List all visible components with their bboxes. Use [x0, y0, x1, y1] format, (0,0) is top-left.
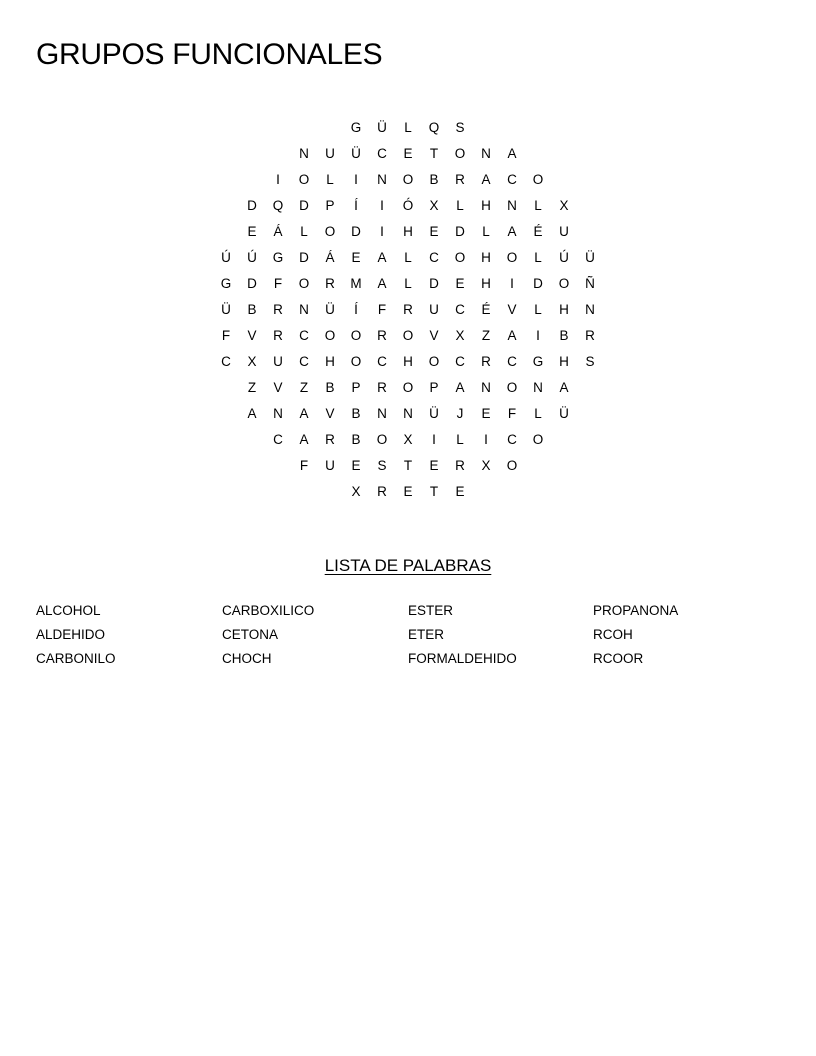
grid-cell: N	[481, 146, 491, 161]
grid-cell: Ü	[325, 302, 335, 317]
grid-cell: R	[585, 328, 595, 343]
grid-cell	[239, 427, 265, 453]
grid-cell	[551, 115, 577, 141]
grid-cell: Á	[273, 224, 283, 239]
word-list-column	[408, 599, 588, 671]
grid-cell: I	[354, 172, 358, 187]
grid-cell: Z	[247, 380, 257, 395]
grid-row	[213, 427, 603, 453]
grid-cell: F	[299, 458, 309, 473]
grid-cell: L	[534, 198, 542, 213]
grid-cell: P	[351, 380, 361, 395]
grid-cell: E	[247, 224, 257, 239]
grid-cell: O	[454, 250, 466, 265]
grid-cell: L	[534, 302, 542, 317]
grid-cell: R	[377, 380, 387, 395]
grid-cell: U	[559, 224, 569, 239]
grid-cell: O	[506, 458, 518, 473]
word-list-item: PROPANONA	[593, 603, 679, 618]
grid-cell	[213, 141, 239, 167]
grid-cell: A	[507, 146, 517, 161]
grid-cell: E	[455, 484, 465, 499]
grid-cell: R	[377, 328, 387, 343]
grid-cell: Ü	[221, 302, 231, 317]
grid-cell: L	[404, 276, 412, 291]
grid-cell: B	[351, 432, 361, 447]
grid-row	[213, 219, 603, 245]
grid-cell	[551, 427, 577, 453]
grid-cell: C	[299, 328, 309, 343]
grid-row	[213, 323, 603, 349]
grid-cell: D	[299, 198, 309, 213]
grid-cell	[213, 193, 239, 219]
grid-row	[213, 375, 603, 401]
word-list-item: CARBOXILICO	[222, 603, 315, 618]
grid-cell: Ú	[559, 250, 569, 265]
grid-cell: L	[482, 224, 490, 239]
word-list-item: CHOCH	[222, 651, 272, 666]
grid-cell	[213, 219, 239, 245]
grid-cell: E	[403, 146, 413, 161]
grid-cell	[577, 427, 603, 453]
grid-cell: H	[559, 302, 569, 317]
grid-cell: A	[559, 380, 569, 395]
word-list-column	[36, 599, 216, 671]
grid-cell: E	[429, 458, 439, 473]
grid-cell: C	[221, 354, 231, 369]
grid-cell: C	[507, 172, 517, 187]
grid-cell: D	[299, 250, 309, 265]
grid-cell	[577, 375, 603, 401]
grid-cell: Ü	[377, 120, 387, 135]
grid-row	[213, 115, 603, 141]
grid-row	[213, 193, 603, 219]
grid-cell: Q	[428, 120, 440, 135]
grid-cell	[213, 453, 239, 479]
word-search-grid	[213, 115, 603, 505]
grid-cell: X	[403, 432, 413, 447]
grid-cell	[265, 453, 291, 479]
grid-cell: Á	[325, 250, 335, 265]
grid-cell: N	[377, 172, 387, 187]
grid-cell: C	[507, 354, 517, 369]
grid-cell: X	[481, 458, 491, 473]
grid-cell: R	[481, 354, 491, 369]
grid-row	[213, 349, 603, 375]
grid-cell: A	[247, 406, 257, 421]
grid-row	[213, 401, 603, 427]
grid-cell: R	[455, 458, 465, 473]
grid-cell: I	[380, 224, 384, 239]
word-list-column	[593, 599, 773, 671]
grid-cell	[577, 167, 603, 193]
grid-cell	[499, 479, 525, 505]
grid-cell	[213, 427, 239, 453]
grid-cell: G	[272, 250, 284, 265]
grid-cell	[239, 141, 265, 167]
grid-cell: A	[299, 432, 309, 447]
grid-cell: N	[377, 406, 387, 421]
grid-cell: G	[532, 354, 544, 369]
grid-cell: A	[481, 172, 491, 187]
grid-cell: E	[403, 484, 413, 499]
word-list-item: ETER	[408, 627, 445, 642]
grid-cell: C	[299, 354, 309, 369]
grid-cell: X	[429, 198, 439, 213]
grid-cell: O	[298, 276, 310, 291]
grid-cell: E	[429, 224, 439, 239]
grid-cell: C	[507, 432, 517, 447]
grid-row	[213, 453, 603, 479]
grid-cell: R	[273, 302, 283, 317]
grid-cell: N	[403, 406, 413, 421]
grid-cell: C	[377, 354, 387, 369]
grid-cell: B	[429, 172, 439, 187]
word-list-title: LISTA DE PALABRAS	[324, 556, 492, 575]
grid-cell	[577, 401, 603, 427]
grid-cell: Ñ	[585, 276, 595, 291]
grid-cell: Q	[272, 198, 284, 213]
grid-cell: U	[273, 354, 283, 369]
grid-cell: I	[484, 432, 488, 447]
grid-cell	[239, 479, 265, 505]
grid-cell: Ü	[559, 406, 569, 421]
grid-cell: F	[507, 406, 517, 421]
grid-cell: P	[325, 198, 335, 213]
grid-cell: O	[350, 328, 362, 343]
grid-cell	[291, 115, 317, 141]
grid-cell: Ú	[221, 250, 231, 265]
grid-cell: H	[559, 354, 569, 369]
grid-cell	[525, 115, 551, 141]
grid-row	[213, 141, 603, 167]
grid-cell: É	[533, 224, 543, 239]
grid-cell: I	[380, 198, 384, 213]
grid-cell: X	[351, 484, 361, 499]
grid-cell: O	[506, 380, 518, 395]
grid-cell: I	[536, 328, 540, 343]
grid-cell: Ú	[247, 250, 257, 265]
word-list-item: ALCOHOL	[36, 603, 101, 618]
grid-cell: O	[350, 354, 362, 369]
grid-cell: C	[455, 302, 465, 317]
grid-cell: D	[455, 224, 465, 239]
grid-cell: V	[247, 328, 257, 343]
grid-cell: O	[402, 172, 414, 187]
grid-cell: T	[403, 458, 413, 473]
grid-cell: D	[351, 224, 361, 239]
grid-cell: H	[403, 354, 413, 369]
grid-cell: L	[326, 172, 334, 187]
grid-row	[213, 245, 603, 271]
grid-cell: Z	[481, 328, 491, 343]
grid-cell	[265, 115, 291, 141]
grid-cell: A	[507, 328, 517, 343]
word-list-item: CETONA	[222, 627, 279, 642]
grid-cell: Í	[354, 302, 358, 317]
grid-cell: C	[273, 432, 283, 447]
grid-cell	[213, 167, 239, 193]
grid-cell: H	[481, 198, 491, 213]
grid-cell	[525, 141, 551, 167]
grid-cell: F	[221, 328, 231, 343]
grid-cell: H	[481, 250, 491, 265]
grid-cell: N	[273, 406, 283, 421]
grid-cell	[239, 167, 265, 193]
grid-cell: O	[532, 172, 544, 187]
grid-cell	[213, 375, 239, 401]
grid-cell: A	[377, 250, 387, 265]
grid-cell: O	[532, 432, 544, 447]
grid-cell: N	[585, 302, 595, 317]
grid-cell: L	[456, 198, 464, 213]
grid-cell: M	[350, 276, 362, 291]
grid-cell: N	[299, 302, 309, 317]
grid-cell	[551, 167, 577, 193]
grid-cell: A	[377, 276, 387, 291]
grid-cell	[239, 115, 265, 141]
grid-cell: H	[481, 276, 491, 291]
grid-cell: N	[481, 380, 491, 395]
grid-cell: C	[429, 250, 439, 265]
grid-cell	[239, 453, 265, 479]
grid-cell: V	[507, 302, 517, 317]
grid-cell: I	[432, 432, 436, 447]
grid-cell	[551, 479, 577, 505]
grid-cell: T	[429, 146, 439, 161]
grid-cell: B	[247, 302, 257, 317]
grid-cell	[577, 115, 603, 141]
grid-cell	[577, 141, 603, 167]
grid-cell	[291, 479, 317, 505]
grid-cell: E	[351, 458, 361, 473]
grid-cell	[525, 479, 551, 505]
grid-cell: J	[456, 406, 464, 421]
grid-cell	[577, 193, 603, 219]
word-list-item: FORMALDEHIDO	[408, 651, 517, 666]
grid-cell: O	[376, 432, 388, 447]
word-list-heading	[0, 555, 816, 577]
grid-cell	[577, 479, 603, 505]
grid-row	[213, 167, 603, 193]
grid-cell: S	[455, 120, 465, 135]
page-title: GRUPOS FUNCIONALES	[36, 38, 383, 71]
grid-cell: N	[299, 146, 309, 161]
grid-cell: O	[558, 276, 570, 291]
grid-cell: L	[404, 120, 412, 135]
grid-cell: Ó	[402, 198, 414, 213]
word-list-item: ALDEHIDO	[36, 627, 106, 642]
grid-cell: E	[455, 276, 465, 291]
grid-cell	[577, 453, 603, 479]
grid-cell: R	[325, 432, 335, 447]
grid-cell: A	[507, 224, 517, 239]
grid-cell	[473, 479, 499, 505]
grid-cell: D	[429, 276, 439, 291]
grid-cell: X	[559, 198, 569, 213]
grid-cell: L	[300, 224, 308, 239]
grid-cell: Ü	[585, 250, 595, 265]
grid-cell: V	[429, 328, 439, 343]
grid-cell: L	[456, 432, 464, 447]
grid-cell: T	[429, 484, 439, 499]
grid-cell: G	[350, 120, 362, 135]
grid-cell: N	[507, 198, 517, 213]
grid-cell: F	[273, 276, 283, 291]
grid-cell: Ü	[351, 146, 361, 161]
grid-cell	[499, 115, 525, 141]
grid-cell: A	[455, 380, 465, 395]
grid-cell: I	[510, 276, 514, 291]
grid-cell: X	[455, 328, 465, 343]
word-list-column	[222, 599, 402, 671]
grid-cell: S	[377, 458, 387, 473]
word-list-item: ESTER	[408, 603, 454, 618]
grid-cell	[577, 219, 603, 245]
grid-row	[213, 479, 603, 505]
grid-cell: L	[534, 250, 542, 265]
grid-cell: F	[377, 302, 387, 317]
grid-cell: B	[325, 380, 335, 395]
grid-cell	[317, 479, 343, 505]
grid-cell: R	[377, 484, 387, 499]
grid-cell: B	[351, 406, 361, 421]
grid-cell: E	[481, 406, 491, 421]
grid-cell	[473, 115, 499, 141]
grid-cell	[213, 479, 239, 505]
grid-cell: R	[325, 276, 335, 291]
grid-cell: A	[299, 406, 309, 421]
grid-cell: Z	[299, 380, 309, 395]
grid-cell: B	[559, 328, 569, 343]
grid-cell: C	[377, 146, 387, 161]
grid-cell: R	[403, 302, 413, 317]
grid-cell: U	[325, 146, 335, 161]
grid-row	[213, 297, 603, 323]
grid-cell: L	[534, 406, 542, 421]
grid-cell: O	[454, 146, 466, 161]
grid-cell	[213, 115, 239, 141]
grid-cell: P	[429, 380, 439, 395]
grid-cell: É	[481, 302, 491, 317]
grid-cell: S	[585, 354, 595, 369]
grid-cell: C	[455, 354, 465, 369]
grid-cell: O	[298, 172, 310, 187]
grid-cell: Ü	[429, 406, 439, 421]
grid-cell	[317, 115, 343, 141]
grid-cell	[551, 453, 577, 479]
grid-cell: G	[220, 276, 232, 291]
grid-cell: D	[533, 276, 543, 291]
grid-cell: V	[273, 380, 283, 395]
grid-cell: N	[533, 380, 543, 395]
grid-cell: U	[325, 458, 335, 473]
grid-cell: O	[324, 328, 336, 343]
grid-cell: D	[247, 198, 257, 213]
grid-cell: X	[247, 354, 257, 369]
grid-cell: O	[428, 354, 440, 369]
grid-cell: H	[325, 354, 335, 369]
grid-cell	[265, 479, 291, 505]
grid-cell: O	[402, 328, 414, 343]
grid-cell	[265, 141, 291, 167]
grid-cell: U	[429, 302, 439, 317]
word-list-item: RCOH	[593, 627, 633, 642]
grid-cell: D	[247, 276, 257, 291]
word-list-item: RCOOR	[593, 651, 644, 666]
grid-cell: O	[506, 250, 518, 265]
grid-row	[213, 271, 603, 297]
grid-cell: L	[404, 250, 412, 265]
grid-cell: H	[403, 224, 413, 239]
grid-cell: O	[324, 224, 336, 239]
grid-cell: R	[273, 328, 283, 343]
grid-cell	[551, 141, 577, 167]
grid-cell: E	[351, 250, 361, 265]
grid-cell: I	[276, 172, 280, 187]
grid-cell: Í	[354, 198, 358, 213]
grid-cell: R	[455, 172, 465, 187]
word-list-item: CARBONILO	[36, 651, 116, 666]
grid-cell	[213, 401, 239, 427]
grid-cell	[525, 453, 551, 479]
grid-cell: O	[402, 380, 414, 395]
grid-cell: V	[325, 406, 335, 421]
